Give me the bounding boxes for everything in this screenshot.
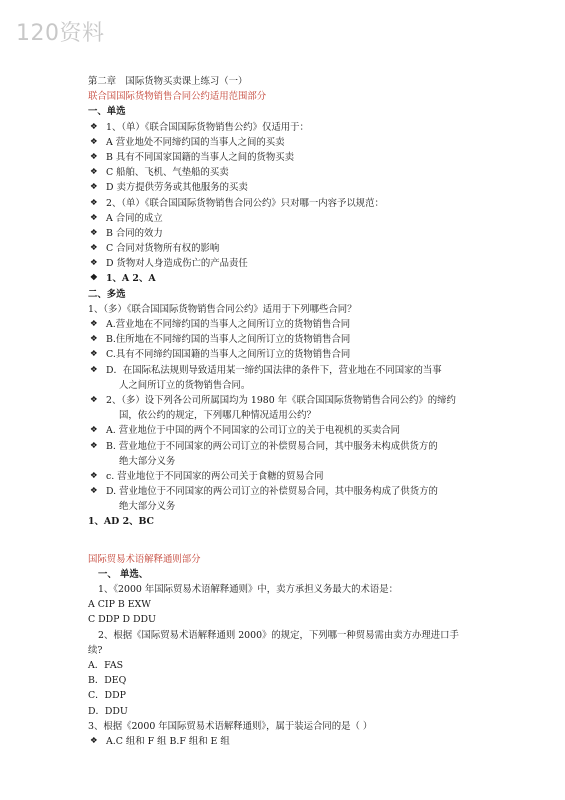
q1-option-d: ❖ D 卖方提供劳务或其他服务的买卖 (88, 180, 488, 195)
single-choice-answer: ❖ 1、A 2、A (88, 271, 488, 286)
mq2-option-c: ❖ c. 营业地位于不同国家的两公司关于食糖的贸易合同 (88, 469, 488, 484)
section-heading-scope: 联合国国际货物销售合同公约适用范围部分 (88, 91, 267, 103)
section-spacer (88, 530, 488, 552)
multi-choice-answer: 1、AD 2、BC (88, 516, 155, 528)
mq1-option-c: ❖ C.具有不同缔约国国籍的当事人之间所订立的货物销售合同 (88, 347, 488, 362)
incoterms-q2-option-a: A．FAS (88, 659, 124, 671)
multi-question-2: ❖ 2、（多）设下列各公司所属国均为 1980 年《联合国国际货物销售合同公约》的缔约 (88, 393, 488, 408)
q1-option-b: ❖ B 具有不同国家国籍的当事人之间的货物买卖 (88, 150, 488, 165)
multi-question-1: 1、（多）《联合国国际货物销售合同公约》适用于下列哪些合同？ (88, 303, 357, 315)
incoterms-q2-option-b: B．DEQ (88, 675, 127, 687)
mq2-option-a: ❖ A. 营业地位于中国的两个不同国家的公司订立的关于电视机的买卖合同 (88, 423, 488, 438)
part-title-single-choice: 一、单选 (88, 106, 126, 118)
q2-option-b: ❖ B 合同的效力 (88, 226, 488, 241)
mq2-option-d: ❖ D. 营业地位于不同国家的两公司订立的补偿贸易合同，其中服务构成了供货方的 (88, 484, 488, 499)
q2-option-d: ❖ D 货物对人身造成伤亡的产品责任 (88, 256, 488, 271)
q2-option-c: ❖ C 合同对货物所有权的影响 (88, 241, 488, 256)
question-1: ❖ 1、（单）《联合国国际货物销售公约》仅适用于： (88, 120, 488, 135)
mq2-option-b-cont: 绝大部分义务 (119, 455, 176, 467)
incoterms-q2-option-d: D．DDU (88, 705, 128, 717)
chapter-title: 第二章 国际货物买卖课上练习（一） (88, 76, 248, 87)
incoterms-question-2-cont: 续? (88, 644, 103, 656)
mq2-option-d-cont: 绝大部分义务 (119, 501, 176, 513)
q2-option-a: ❖ A 合同的成立 (88, 211, 488, 226)
mq1-option-a: ❖ A.营业地在不同缔约国的当事人之间所订立的货物销售合同 (88, 317, 488, 332)
incoterms-question-1: 1、《2000 年国际贸易术语解释通则》中，卖方承担义务最大的术语是： (98, 584, 398, 595)
section-heading-incoterms: 国际贸易术语解释通则部分 (88, 553, 201, 565)
q1-option-a: ❖ A 营业地处不同缔约国的当事人之间的买卖 (88, 135, 488, 150)
incoterms-q3-options: ❖ A.C 组和 F 组 B.F 组和 E 组 (88, 734, 488, 749)
watermark-logo: 120资料 (16, 21, 105, 46)
multi-question-2-cont: 国，依公约的规定，下列哪几种情况适用公约？ (119, 410, 316, 422)
mq1-option-d-cont: 人之间所订立的货物销售合同。 (119, 379, 251, 391)
incoterms-q2-option-c: C．DDP (88, 690, 126, 702)
question-2: ❖ 2、（单）《联合国国际货物销售合同公约》只对哪一内容予以规范： (88, 196, 488, 211)
mq1-option-b: ❖ B.住所地在不同缔约国的当事人之间所订立的货物销售合同 (88, 332, 488, 347)
part-title-incoterms-single: 一、 单选、 (98, 568, 149, 580)
incoterms-q1-row2: C DDP D DDU (88, 614, 156, 626)
incoterms-question-3: 3、根据《2000 年国际贸易术语解释通则》，属于装运合同的是（ ） (88, 720, 373, 732)
part-title-multi-choice: 二、多选 (88, 288, 126, 300)
mq1-option-d: ❖ D．在国际私法规则导致适用某一缔约国法律的条件下，营业地在不同国家的当事 (88, 363, 488, 378)
q1-option-c: ❖ C 船舶、飞机、气垫船的买卖 (88, 165, 488, 180)
incoterms-question-2: 2、根据《国际贸易术语解释通则 2000》的规定，下列哪一种贸易需由卖方办理进口手 (98, 629, 459, 641)
document-page (88, 74, 488, 749)
mq2-option-b: ❖ B. 营业地位于不同国家的两公司订立的补偿贸易合同，其中服务未构成供货方的 (88, 439, 488, 454)
incoterms-q1-row1: A CIP B EXW (88, 599, 151, 611)
